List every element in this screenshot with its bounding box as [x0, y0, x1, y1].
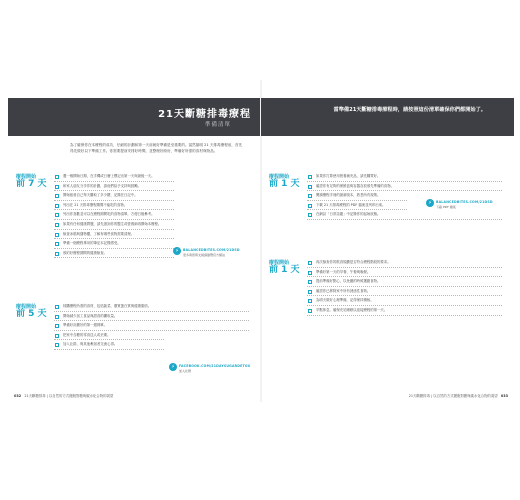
checklist-item: [307, 191, 407, 201]
page-number: 032: [14, 394, 22, 398]
checklist-item-text: 準備好第一天的早餐、午餐與晚餐。: [316, 269, 371, 274]
section-label: [269, 174, 303, 187]
checklist-item-text: 在網誌「日常誌趣」中記錄你的起始狀態。: [316, 212, 381, 217]
checklist-item: [54, 239, 174, 249]
section-label-days: 前 7 天: [16, 178, 47, 189]
checkbox-icon[interactable]: [308, 204, 312, 208]
checklist-item: [54, 182, 174, 192]
checklist-item-text: 準備好計劃好的第一週餐單。: [63, 323, 108, 328]
checklist-item: [54, 210, 174, 220]
checklist-item-text: 加入社群，與其他參加者交流心得。: [63, 342, 118, 347]
section-label-days: 前 1 天: [269, 178, 300, 189]
checkbox-icon[interactable]: [308, 175, 312, 179]
running-title: 21天斷糖排毒 | 以自然的方式擺脫對糖與碳水化合物的渴望: [24, 394, 114, 398]
checklist-item: [54, 201, 174, 211]
checklist-item-text: 確認你已移除家中所有誘惑性食物。: [316, 288, 371, 293]
checkbox-icon[interactable]: [55, 233, 59, 237]
section-label-text: 療程開始: [269, 174, 290, 180]
checkbox-icon[interactable]: [308, 280, 312, 284]
checkbox-icon[interactable]: [55, 343, 59, 347]
page-number: 033: [500, 394, 508, 398]
checklist-item-text: 開始減少加工食品與甜食的攝取量。: [63, 313, 118, 318]
checklist-item-text: 下載 21 天排毒療程的 PDF 檔案並列印出來。: [316, 202, 386, 207]
facebook-note: 加入社群: [179, 369, 192, 373]
checkbox-icon[interactable]: [308, 271, 312, 275]
checklist-item-text: 採購療程所需的食材，包括蔬菜、優質蛋白質與健康脂肪。: [63, 304, 152, 308]
running-title: 21天斷糖排毒 | 以自然的方式擺脫對糖與碳水化合物的渴望: [408, 394, 498, 398]
download-note: 下載 PDF 檔案: [436, 205, 456, 209]
website-link[interactable]: BALANCEDBITES.COM/21DSD: [183, 248, 240, 252]
checklist-item: [54, 331, 164, 341]
checklist-item-text: 早點休息，確保充足睡眠以迎接療程的第一天。: [316, 307, 388, 312]
right-title-banner: [261, 98, 514, 136]
checkbox-icon[interactable]: [55, 204, 59, 208]
lightning-icon: ⚡: [173, 247, 181, 255]
checklist-item: [54, 220, 174, 230]
page-subtitle: 準備清單: [204, 122, 231, 128]
checkbox-icon[interactable]: [55, 185, 59, 189]
facebook-callout[interactable]: [169, 362, 249, 377]
checkbox-icon[interactable]: [55, 334, 59, 338]
lightning-icon: ⚡: [169, 363, 177, 371]
checklist-item-text: 檢查冰箱與儲物櫃，了解有哪些食物需要清理。: [63, 231, 135, 236]
checklist-item: [307, 287, 502, 297]
checklist-item: [54, 340, 164, 350]
checkbox-icon[interactable]: [55, 213, 59, 217]
left-page: [8, 80, 261, 402]
download-link[interactable]: BALANCEDBITES.COM/21DSD: [436, 200, 493, 204]
checklist-item: [307, 296, 502, 306]
website-callout[interactable]: [173, 246, 249, 261]
checklist-item-text: 開始留意自己每天攝取了多少糖，記錄在日記中。: [63, 193, 138, 198]
checklist-item: [307, 277, 502, 287]
checklist-item: [307, 201, 407, 211]
right-page: [261, 80, 514, 402]
checklist: [307, 258, 502, 316]
page-title: 21天斷糖排毒療程: [158, 109, 251, 120]
left-footer: [14, 393, 113, 398]
checklist-item: [307, 306, 502, 316]
checklist-item-text: 把家中含糖的零食送人或丟棄。: [63, 332, 111, 337]
checklist-item: [307, 268, 502, 278]
checkbox-icon[interactable]: [308, 261, 312, 265]
checklist-item-text: 列出你喜歡並可以在療程期間吃的食物清單，方便日後參考。: [63, 212, 155, 217]
checklist-item-text: 確認你有足夠的保鮮盒與容器存放預先準備的食物。: [316, 183, 394, 188]
checklist-item-text: 準備一個療程專用的筆記本記錄感受。: [63, 241, 121, 246]
section-label-text: 療程開始: [269, 260, 290, 266]
section-label-text: 療程開始: [16, 174, 37, 180]
checklist: [54, 302, 249, 350]
checklist-item: [54, 230, 174, 240]
banner-instructions: 當準備21天斷糖排毒療程時，請按照這份清單確保你們都開始了。: [333, 107, 486, 113]
checklist-item: [54, 172, 174, 182]
right-footer: [409, 393, 508, 398]
checklist-item: [307, 258, 502, 268]
facebook-link[interactable]: FACEBOOK.COM/21DAYSUGARDETOX: [179, 364, 251, 368]
checklist-item: [54, 302, 249, 312]
checklist-item-text: 閱讀療程手冊的最新版本，熟悉所有規則。: [316, 193, 381, 198]
checklist-item-text: 再次檢查你的飲食規劃是否符合療程階段的要求。: [316, 260, 391, 264]
checkbox-icon[interactable]: [55, 305, 59, 309]
checkbox-icon[interactable]: [55, 242, 59, 246]
checkbox-icon[interactable]: [308, 309, 312, 313]
checkbox-icon[interactable]: [55, 223, 59, 227]
checkbox-icon[interactable]: [55, 175, 59, 179]
lightning-icon: ⚡: [426, 199, 434, 207]
checkbox-icon[interactable]: [308, 290, 312, 294]
checklist-item-text: 和家人朋友分享你的計劃，請他們給予支持與鼓勵。: [63, 183, 141, 188]
section-label: [269, 260, 303, 273]
checklist-item: [307, 182, 502, 192]
checklist-item-text: 預約好療程期間的健康檢查。: [63, 250, 108, 255]
checkbox-icon[interactable]: [55, 194, 59, 198]
checklist-item: [307, 172, 502, 182]
checkbox-icon[interactable]: [308, 213, 312, 217]
checklist-item: [54, 312, 249, 322]
checkbox-icon[interactable]: [308, 194, 312, 198]
checklist-item-text: 選一個開始日期，在手機或日曆上標記出第一天與最後一天。: [63, 174, 155, 178]
checkbox-icon[interactable]: [55, 324, 59, 328]
checkbox-icon[interactable]: [308, 299, 312, 303]
section-label-days: 前 5 天: [16, 308, 47, 319]
section-label-days: 前 1 天: [269, 264, 300, 275]
website-note: 更多資訊與支援請瀏覽官方網站: [183, 253, 226, 257]
section-label: [16, 174, 50, 187]
checklist-item: [54, 321, 249, 331]
book-spread: [8, 80, 514, 402]
checklist-item: [54, 249, 174, 259]
intro-paragraph: 為了確保你在本療程的成功，仔細的計劃和第一天前就好準備是至重要的。當然搞明 21 天排毒療程前，首先得先做好以下準備工作。你需要提前安排好時間，並整理好廚房，準備好所需的食材與物品。: [70, 143, 243, 153]
section-label: [16, 304, 50, 317]
checklist-item-text: 如果你打算使用營養補充品，請先購買好。: [316, 174, 381, 178]
checkbox-icon[interactable]: [55, 252, 59, 256]
download-callout[interactable]: [426, 198, 502, 213]
checklist-item: [54, 191, 174, 201]
checklist-item-text: 列出在 21 天排毒療程期間不能吃的食物。: [63, 202, 128, 207]
checklist-item-text: 提前準備好點心，以免餓的時候選錯食物。: [316, 279, 381, 284]
checkbox-icon[interactable]: [308, 185, 312, 189]
checkbox-icon[interactable]: [55, 315, 59, 319]
left-title-banner: [8, 98, 261, 136]
section-label-text: 療程開始: [16, 304, 37, 310]
checklist-item-text: 為明天做好心理準備，記得保持積極。: [316, 298, 374, 303]
checklist-item-text: 如果有任何健康問題，請先諮詢你的醫生或營養師再開始本療程。: [63, 221, 162, 226]
